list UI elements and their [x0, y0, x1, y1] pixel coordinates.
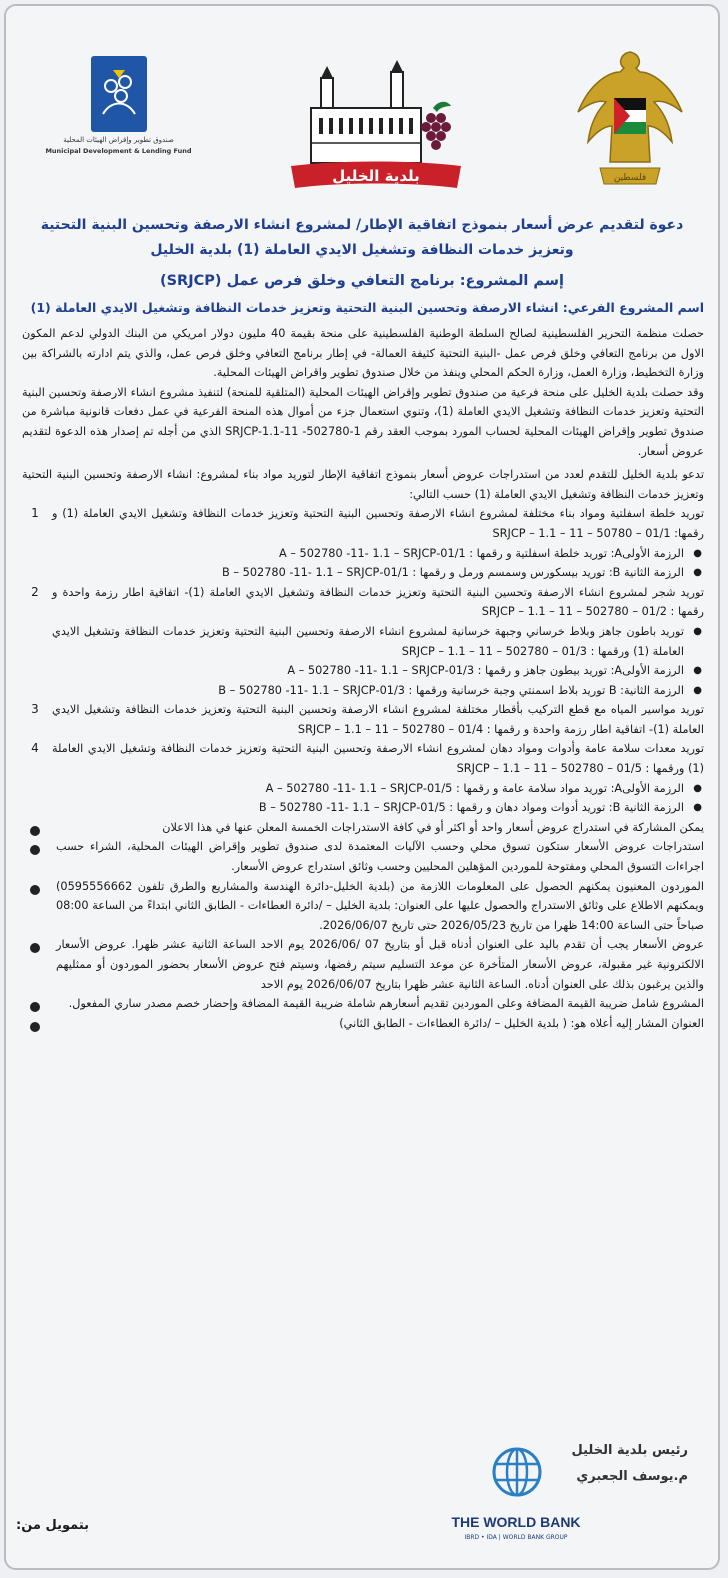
palestine-eagle-emblem-icon: [570, 42, 690, 202]
bullet-submission: [22, 935, 704, 994]
signature-block: [572, 1438, 689, 1490]
eagle-ribbon-text: فلسطين: [613, 173, 647, 183]
announcement-body: [22, 324, 704, 1033]
sub-item: ● الرزمة الثانية B: توريد بيسكورس وسمسم ورمل و رقمها : 01/1-B – 502780 -11- 1.1 – SRJCP: [52, 563, 704, 583]
world-bank-subtitle: IBRD • IDA | WORLD BANK GROUP: [464, 1534, 568, 1541]
item-text: توريد معدات سلامة عامة وأدوات ومواد دهان لمشروع انشاء الارصفة وتحسين البنية التحتية وتعزيز خدمات النظافة وتشغيل الايدي العاملة (1) ورقمها : 01/5 – 502780 – 11 – 1.1 – SRJCP: [52, 742, 704, 776]
bullet-procurement: [22, 837, 704, 876]
bullet-text: المشروع شامل ضريبة القيمة المضافة وعلى الموردين تقديم أسعارهم شاملة ضريبة القيمة المضافة وإحضار خصم مصدر ساري المفعول.: [68, 997, 704, 1011]
sub-project-name: اسم المشروع الفرعي: انشاء الارصفة وتحسين البنية التحتية وتعزيز خدمات النظافة وتشغيل الايدي العاملة (1): [30, 300, 704, 315]
bullet-text: العنوان المشار إليه أعلاه هو: ( بلدية الخليل – /دائرة العطاءات - الطابق الثاني): [339, 1016, 704, 1030]
paragraph-subgrant: وقد حصلت بلدية الخليل على منحة فرعية من صندوق تطوير وإقراض الهيئات المحلية (المتلقية للمنحة) لتنفيذ مشروع انشاء الارصفة وتحسين البنية التحتية وتعزيز خدمات النظافة وتشغيل الايدي العاملة (1)، وتنوي استعمال جزء من أموال هذه المنحة الفرعية في عمل دفعات قانونية مباشرة من صندوق تطوير وإقراض الهيئات المحلية لحساب المورد بموجب العقد رقم SRJCP-1.1-11 -502780-1 الذي من أجله تم إصدار هذه الدعوة لتقديم عروض أسعار.: [22, 385, 705, 458]
mdlf-logo: [31, 56, 206, 166]
item-text: توريد مواسير المياه مع قطع التركيب بأقطار مختلفة لمشروع انشاء الارصفة وتحسين البنية التحتية وتعزيز خدمات النظافة وتشغيل الايدي العاملة (1)- اتفاقية اطار رزمة واحدة و رقمها : 01/4 – 502780 – 11 – 1.1 – SRJCP: [52, 703, 704, 736]
bullet-icon: [30, 826, 40, 836]
paragraph-grant: حصلت منظمة التحرير الفلسطينية لصالح السلطة الوطنية الفلسطينية على منحة بقيمة 40 مليون دولار امريكي من البنك الدولي لدعم المكون الاول من برنامج التعافي وخلق فرص عمل -البنية التحتية كثيفة العمالة- في إطار برنامج التعافي وخلق فرص عمل، والذي يتم ادارته بالشراكة بين وزارة التخطيط، وزارة العمل، وزارة الحكم المحلي وينفذ من خلال صندوق تطوير واقراض الهيئات المحلية.: [22, 327, 704, 380]
mdlf-emblem-icon: [91, 56, 147, 132]
bullet-icon: [30, 885, 40, 895]
sub-item: ● الرزمة الثانية B: توريد أدوات ومواد دهان و رقمها : 01/5-B – 502780 -11- 1.1 – SRJCP: [52, 798, 704, 818]
sub-item: ● الرزمة الأولىA: توريد بيطون جاهز و رقمها : 01/3-A – 502780 -11- 1.1 – SRJCP: [52, 661, 704, 681]
list-item: [22, 504, 704, 582]
funded-by-label: بتمويل من:: [16, 1518, 90, 1533]
world-bank-globe-icon: [491, 1446, 543, 1498]
mdlf-arabic-name: صندوق تطوير وإقراض الهيئات المحلية: [63, 136, 174, 144]
sub-item: ● الرزمة الثانية: B توريد بلاط اسمنتي وجبة خرسانية ورقمها : 01/3-B – 502780 -11- 1.1 – SRJCP: [52, 681, 704, 701]
item-text: توريد خلطة اسفلتية ومواد بناء مختلفة لمشروع انشاء الارصفة وتحسين البنية التحتية وتعزيز خدمات النظافة وتشغيل الايدي العاملة (1) و رقمها: 01/1 – 50780 – 11 – 1.1 – SRJCP: [52, 507, 704, 540]
bullet-address: [22, 1014, 704, 1034]
world-bank-name: THE WORLD BANK: [451, 1514, 581, 1530]
project-name: إسم المشروع: برنامج التعافي وخلق فرص عمل (SRJCP): [159, 273, 565, 289]
title-line-2: وتعزيز خدمات النظافة وتشغيل الايدي العاملة (1) بلدية الخليل: [150, 242, 574, 258]
list-item: [22, 739, 704, 817]
item-number: 3: [31, 702, 39, 717]
bullet-vat: [22, 994, 704, 1014]
bullet-icon: [30, 1022, 40, 1032]
sub-item: ● توريد باطون جاهز وبلاط خرساني وجبهة خرسانية لمشروع انشاء الارصفة وتحسين البنية التحتية وتعزيز خدمات النظافة وتشغيل الايدي العاملة (1) ورقمها : 01/3 – 502780 – 11 – 1.1 – SRJCP: [52, 622, 704, 661]
list-item: [22, 700, 704, 739]
bullet-icon: [30, 1002, 40, 1012]
bullet-text: عروض الأسعار يجب أن تقدم باليد على العنوان أدناه قبل أو بتاريخ 07 /2026/06 يوم الاحد الساعة الثانية عشر ظهرا. عروض الأسعار الالكترونية غير مقبولة، عروض الأسعار المتأخرة عن موعد التسليم سيتم رفضها، وسيتم فتح عروض الأسعار بحضور الموردون أو ممثليهم والذين يرغبون بذلك على العنوان أدناه. الساعة الثانية عشر ظهرا بتاريخ 2026/06/07 يوم الاحد: [56, 938, 704, 991]
item-text: توريد شجر لمشروع انشاء الارصفة وتحسين البنية التحتية وتعزيز خدمات النظافة وتشغيل الايدي العاملة (1)- اتفاقية اطار رزمة واحدة و رقمها : 01/2 – 502780 – 11 – 1.1 – SRJCP: [52, 585, 704, 619]
mdlf-english-name: Municipal Development & Lending Fund: [45, 147, 192, 155]
signer-title: رئيس بلدية الخليل: [571, 1443, 688, 1458]
title-line-1: دعوة لتقديم عرض أسعار بنموذج اتفاقية الإطار/ لمشروع انشاء الارصفة وتحسين البنية التحتية: [40, 217, 684, 233]
paragraph-invitation: تدعو بلدية الخليل للتقدم لعدد من استدراجات عروض أسعار بنموذج اتفاقية الإطار لتوريد مواد بناء لمشروع: انشاء الارصفة وتحسين البنية التحتية وتعزيز خدمات النظافة وتشغيل الايدي العاملة (1) حسب التالي:: [22, 468, 704, 501]
bullet-icon: [30, 943, 40, 953]
signer-name: م.يوسف الجعبري: [576, 1469, 688, 1484]
sub-item: ● الرزمة الأولىA: توريد مواد سلامة عامة و رقمها : 01/5-A – 502780 -11- 1.1 – SRJCP: [52, 779, 704, 799]
bullet-text: استدراجات عروض الأسعار ستكون تسوق محلي وحسب الآليات المعتمدة لدى صندوق تطوير وإقراض الهيئات المحلية، الشراء حسب اجراءات التسوق المحلي ومفتوحة للموردين المؤهلين المحليين وحسب وثائق استدراج عروض الأسعار.: [56, 840, 704, 874]
item-number: 2: [31, 584, 39, 599]
city-ribbon-text: بلدية الخليل: [332, 167, 420, 185]
bullet-icon: [30, 845, 40, 855]
bullet-contact: [22, 877, 704, 936]
announcement-card: [4, 4, 720, 1570]
logos-row: [6, 34, 718, 209]
hebron-municipality-logo-icon: [281, 48, 471, 208]
sub-item: ● الرزمة الأولىA: توريد خلطة اسفلتية و رقمها : 01/1-A – 502780 -11- 1.1 – SRJCP: [52, 544, 704, 564]
list-item: [22, 583, 704, 701]
bullet-text: الموردون المعنيون يمكنهم الحصول على المعلومات اللازمة من (بلدية الخليل-دائرة الهندسة والمشاريع والطرق تلفون 0595556662) ويمكنهم الاطلاع على وثائق الاستدراج والحصول عليها على العنوان: بلدية الخليل – /دائرة العطاءات - الطابق الثاني ابتداءً من الساعة 08:00 صباحاً حتى الساعة 14:00 ظهرا من تاريخ 2026/05/23 حتى تاريخ 2026/06/07.: [56, 879, 704, 932]
bullet-text: يمكن المشاركة في استدراج عروض أسعار واحد أو اكثر أو في كافة الاستدراجات الخمسة المعلن عنها في هذا الاعلان: [162, 820, 704, 834]
item-number: 1: [31, 506, 39, 521]
world-bank-logo: [446, 1446, 586, 1566]
item-number: 4: [31, 741, 39, 756]
bullet-participation: [22, 818, 704, 838]
